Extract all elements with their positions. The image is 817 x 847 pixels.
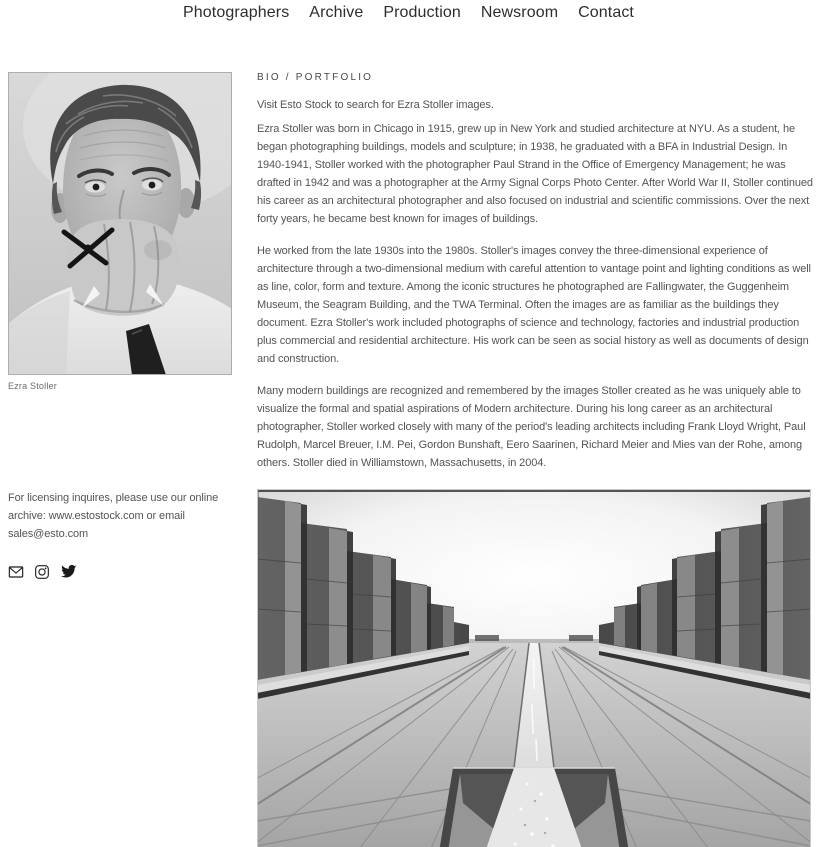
- left-column: [8, 72, 232, 580]
- social-links: [8, 563, 232, 580]
- bio-paragraph-2: He worked from the late 1930s into the 1980s. Stoller's images convey the three-dimensional experience of architecture through a two-dimensional medium with careful attention to vantage point and lighting conditions as well as line, color, form and texture. Among the iconic structures he photographed are Fallingwater, the Guggenheim Museum, the Seagram Building, and the TWA Terminal. Often the images are as familiar as the buildings they document. Ezra Stoller's work included photographs of science and technology, factories and industrial production plus commercial and residential architecture. His work can be seen as social history as well as documents of design and construction.: [257, 245, 811, 365]
- nav-item-newsroom[interactable]: Newsroom: [480, 4, 559, 21]
- portrait-caption: Ezra Stoller: [8, 381, 57, 391]
- bio-paragraph-3: Many modern buildings are recognized and remembered by the images Stoller created as he was uniquely able to visualize the formal and spatial aspirations of Modern architecture. During his long career as an architectural photographer, Stoller worked closely with many of the period's leading architects including Frank Lloyd Wright, Paul Rudolph, Marcel Breuer, I.M. Pei, Gordon Bunshaft, Eero Saarinen, Richard Meier and Mies van der Rohe, among others. Stoller died in Williamstown, Massachusetts, in 2004.: [257, 385, 806, 469]
- portrait-image: [8, 72, 232, 375]
- email-icon[interactable]: [8, 564, 24, 580]
- instagram-icon[interactable]: [34, 564, 50, 580]
- main-nav: [0, 4, 817, 22]
- licensing-note: For licensing inquires, please use our online archive: www.estostock.com or email sales@esto.com: [8, 492, 219, 540]
- featured-photo: [257, 489, 815, 847]
- nav-item-photographers[interactable]: Photographers: [183, 4, 290, 21]
- salk-institute-image: [257, 489, 811, 847]
- bio-intro: Visit Esto Stock to search for Ezra Stoller images.: [257, 99, 494, 111]
- bio-heading: BIO / PORTFOLIO: [257, 72, 374, 83]
- twitter-icon[interactable]: [60, 563, 77, 580]
- nav-item-production[interactable]: Production: [383, 4, 461, 21]
- bio-paragraph-1: Ezra Stoller was born in Chicago in 1915, grew up in New York and studied architecture at NYU. As a student, he began photographing buildings, models and sculpture; in 1938, he graduated with a BFA in Industrial Design. In 1940-1941, Stoller worked with the photographer Paul Strand in the Office of Emergency Management; he was drafted in 1942 and was a photographer at the Army Signal Corps Photo Center. After World War II, Stoller continued his career as an architectural photographer and also focused on industrial and scientific commissions. Over the next forty years, he became best known for images of buildings.: [257, 123, 813, 225]
- bio-section: [257, 72, 815, 847]
- portrait-photo: [8, 72, 232, 391]
- nav-item-archive[interactable]: Archive: [309, 4, 364, 21]
- nav-item-contact[interactable]: Contact: [578, 4, 634, 21]
